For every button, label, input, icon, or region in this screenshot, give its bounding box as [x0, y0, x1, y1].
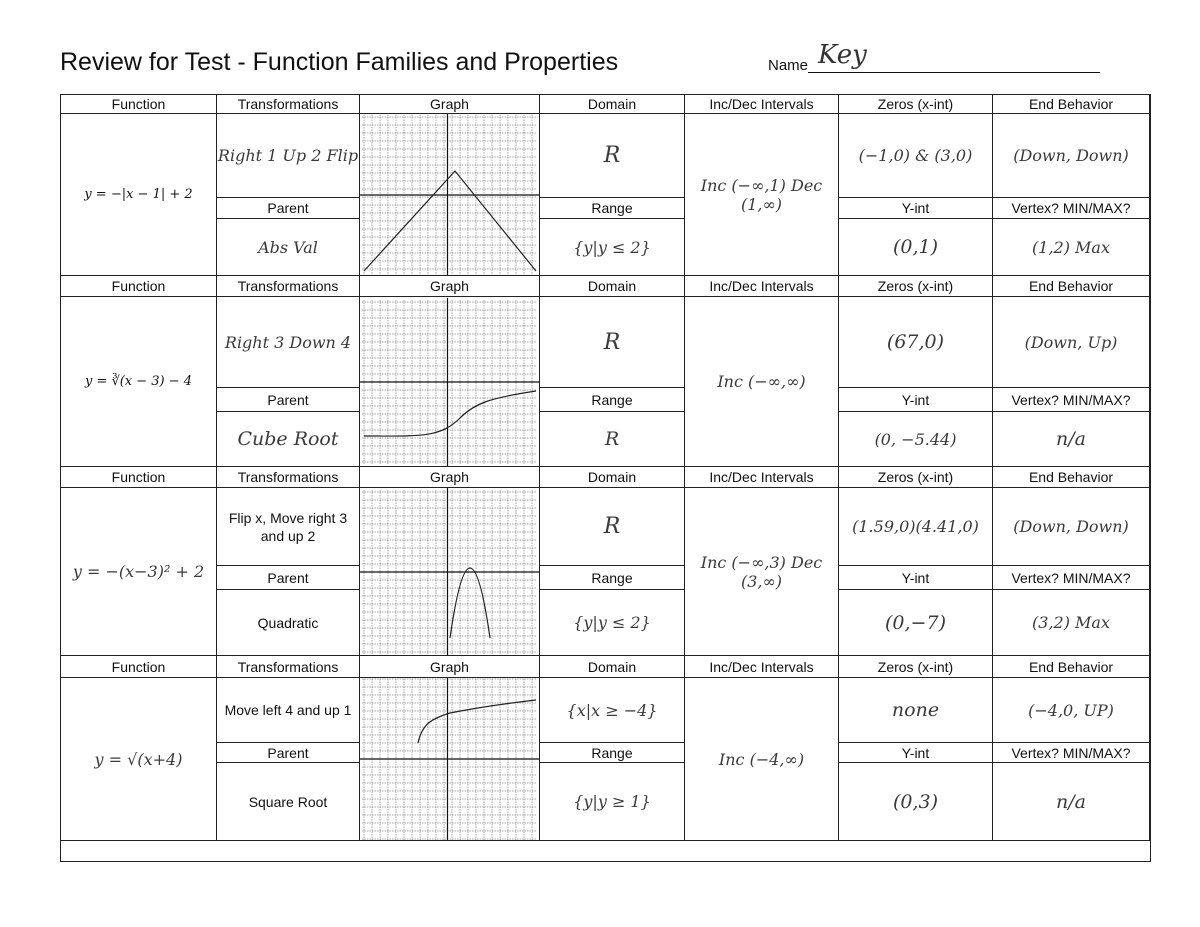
intervals-answer: Inc (−∞,3) Dec (3,∞) — [685, 488, 839, 656]
graph-abs-value — [360, 114, 539, 276]
end-behavior-answer: (Down, Down) — [993, 488, 1150, 566]
graph-cell — [360, 488, 540, 656]
hdr-domain: Domain — [540, 276, 685, 297]
hdr-transformations: Transformations — [217, 467, 360, 488]
transformations-answer: Right 1 Up 2 Flip — [217, 114, 360, 198]
hdr-parent: Parent — [217, 388, 360, 412]
hdr-zeros: Zeros (x-int) — [839, 656, 993, 678]
hdr-transformations: Transformations — [217, 656, 360, 678]
function-cell: y = ∛(x − 3) − 4 — [61, 297, 217, 467]
intervals-answer: Inc (−∞,1) Dec (1,∞) — [685, 114, 839, 276]
hdr-vertex: Vertex? MIN/MAX? — [993, 198, 1150, 219]
hdr-transformations: Transformations — [217, 95, 360, 114]
zeros-answer: (−1,0) & (3,0) — [839, 114, 993, 198]
function-cell: y = −(x−3)² + 2 — [61, 488, 217, 656]
hdr-range: Range — [540, 388, 685, 412]
hdr-end-behavior: End Behavior — [993, 656, 1150, 678]
graph-cell — [360, 678, 540, 841]
hdr-transformations: Transformations — [217, 276, 360, 297]
intervals-answer: Inc (−4,∞) — [685, 678, 839, 841]
domain-answer: {x|x ≥ −4} — [540, 678, 685, 743]
y-int-answer: (0, −5.44) — [839, 412, 993, 467]
graph-parabola — [360, 488, 539, 656]
hdr-y-int: Y-int — [839, 743, 993, 763]
hdr-intervals: Inc/Dec Intervals — [685, 95, 839, 114]
hdr-intervals: Inc/Dec Intervals — [685, 656, 839, 678]
hdr-vertex: Vertex? MIN/MAX? — [993, 388, 1150, 412]
name-value: Key — [818, 40, 867, 70]
end-behavior-answer: (−4,0, UP) — [993, 678, 1150, 743]
hdr-function: Function — [61, 95, 217, 114]
hdr-domain: Domain — [540, 467, 685, 488]
hdr-y-int: Y-int — [839, 566, 993, 590]
sqrt-curve — [418, 700, 536, 743]
hdr-graph: Graph — [360, 95, 540, 114]
range-answer: {y|y ≤ 2} — [540, 219, 685, 276]
graph-cube-root — [360, 298, 539, 466]
vertex-answer: (1,2) Max — [993, 219, 1150, 276]
hdr-y-int: Y-int — [839, 388, 993, 412]
hdr-function: Function — [61, 276, 217, 297]
transformations-answer: Move left 4 and up 1 — [217, 678, 360, 743]
y-int-answer: (0,1) — [839, 219, 993, 276]
hdr-domain: Domain — [540, 95, 685, 114]
hdr-graph: Graph — [360, 276, 540, 297]
hdr-range: Range — [540, 198, 685, 219]
hdr-intervals: Inc/Dec Intervals — [685, 276, 839, 297]
zeros-answer: (67,0) — [839, 297, 993, 388]
range-answer: R — [540, 412, 685, 467]
hdr-range: Range — [540, 743, 685, 763]
range-answer: {y|y ≤ 2} — [540, 590, 685, 656]
hdr-graph: Graph — [360, 467, 540, 488]
hdr-parent: Parent — [217, 198, 360, 219]
parent-answer: Cube Root — [217, 412, 360, 467]
domain-answer: R — [540, 297, 685, 388]
hdr-domain: Domain — [540, 656, 685, 678]
hdr-parent: Parent — [217, 566, 360, 590]
y-int-answer: (0,−7) — [839, 590, 993, 656]
domain-answer: R — [540, 488, 685, 566]
range-answer: {y|y ≥ 1} — [540, 763, 685, 841]
transformations-answer: Right 3 Down 4 — [217, 297, 360, 388]
vertex-answer: (3,2) Max — [993, 590, 1150, 656]
hdr-y-int: Y-int — [839, 198, 993, 219]
domain-answer: R — [540, 114, 685, 198]
hdr-end-behavior: End Behavior — [993, 467, 1150, 488]
graph-cell — [360, 114, 540, 276]
hdr-parent: Parent — [217, 743, 360, 763]
graph-square-root — [360, 678, 539, 841]
zeros-answer: none — [839, 678, 993, 743]
graph-cell — [360, 297, 540, 467]
zeros-answer: (1.59,0)(4.41,0) — [839, 488, 993, 566]
hdr-function: Function — [61, 656, 217, 678]
end-behavior-answer: (Down, Up) — [993, 297, 1150, 388]
hdr-intervals: Inc/Dec Intervals — [685, 467, 839, 488]
page-title: Review for Test - Function Families and Properties — [60, 48, 619, 76]
parent-answer: Square Root — [217, 763, 360, 841]
name-label: Name — [768, 57, 809, 74]
hdr-zeros: Zeros (x-int) — [839, 95, 993, 114]
hdr-graph: Graph — [360, 656, 540, 678]
function-cell: y = √(x+4) — [61, 678, 217, 841]
hdr-zeros: Zeros (x-int) — [839, 276, 993, 297]
name-field-line — [808, 72, 1100, 73]
parent-answer: Quadratic — [217, 590, 360, 656]
hdr-range: Range — [540, 566, 685, 590]
review-table — [60, 94, 1151, 862]
transformations-answer: Flip x, Move right 3 and up 2 — [217, 488, 360, 566]
hdr-function: Function — [61, 467, 217, 488]
end-behavior-answer: (Down, Down) — [993, 114, 1150, 198]
function-cell: y = −|x − 1| + 2 — [61, 114, 217, 276]
vertex-answer: n/a — [993, 763, 1150, 841]
hdr-vertex: Vertex? MIN/MAX? — [993, 566, 1150, 590]
y-int-answer: (0,3) — [839, 763, 993, 841]
hdr-end-behavior: End Behavior — [993, 95, 1150, 114]
hdr-vertex: Vertex? MIN/MAX? — [993, 743, 1150, 763]
parent-answer: Abs Val — [217, 219, 360, 276]
vertex-answer: n/a — [993, 412, 1150, 467]
intervals-answer: Inc (−∞,∞) — [685, 297, 839, 467]
hdr-end-behavior: End Behavior — [993, 276, 1150, 297]
hdr-zeros: Zeros (x-int) — [839, 467, 993, 488]
